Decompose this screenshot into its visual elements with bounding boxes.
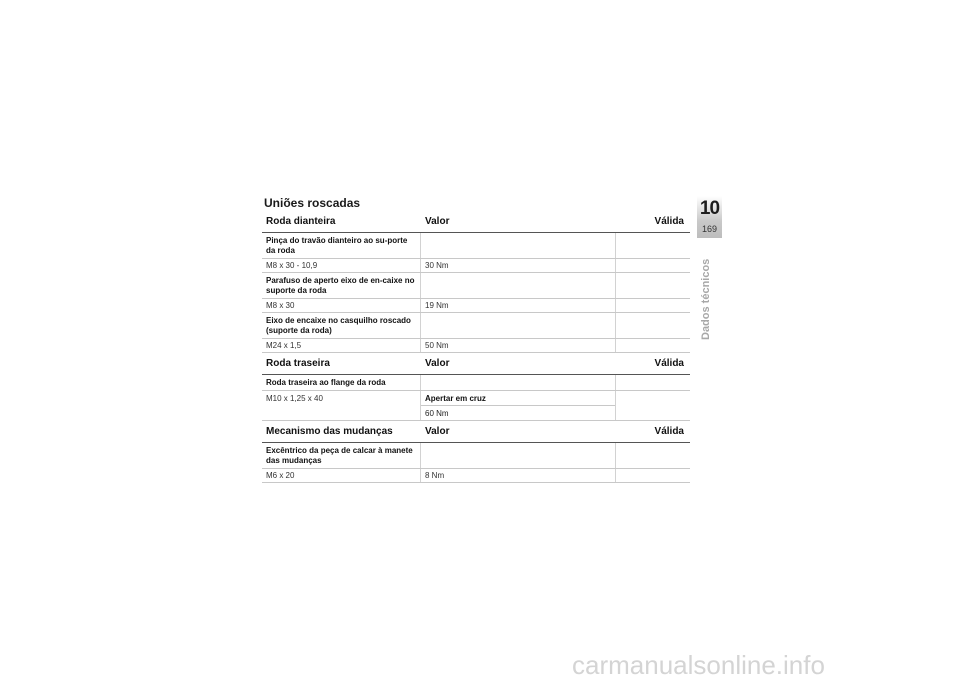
- row-empty: [616, 273, 690, 298]
- section-header-gearshift: [262, 421, 690, 443]
- row-empty: [616, 443, 690, 468]
- chapter-tab: [697, 196, 722, 238]
- row-spec: M6 x 20: [262, 469, 421, 482]
- row-spec: M8 x 30 - 10,9: [262, 259, 421, 272]
- row-spec: M24 x 1,5: [262, 339, 421, 352]
- table-row: [262, 339, 690, 353]
- row-empty: [421, 375, 616, 390]
- table-row: [262, 259, 690, 273]
- row-empty: [616, 313, 690, 338]
- table-row: [262, 391, 690, 421]
- row-empty: [616, 339, 690, 352]
- header-valid: Válida: [654, 215, 684, 227]
- header-component: Mecanismo das mudanças: [266, 425, 393, 437]
- table-row: [262, 313, 690, 339]
- row-empty: [421, 233, 616, 258]
- table-row: [262, 273, 690, 299]
- row-description: Roda traseira ao flange da roda: [262, 375, 421, 390]
- page-title: Uniões roscadas: [264, 196, 361, 210]
- row-description: Pinça do travão dianteiro ao su-porte da roda: [262, 233, 421, 258]
- torque-table: [262, 211, 690, 483]
- row-empty: [616, 391, 690, 420]
- row-empty: [616, 259, 690, 272]
- table-row: [262, 443, 690, 469]
- table-row: [262, 375, 690, 391]
- row-value-group: [421, 391, 616, 420]
- row-description: Parafuso de aperto eixo de en-caixe no suporte da roda: [262, 273, 421, 298]
- watermark: carmanualsonline.info: [572, 650, 825, 680]
- header-value: Valor: [425, 215, 450, 227]
- row-value: 50 Nm: [421, 339, 616, 352]
- row-value: 8 Nm: [421, 469, 616, 482]
- section-header-rear-wheel: [262, 353, 690, 375]
- row-description: Eixo de encaixe no casquilho roscado (suporte da roda): [262, 313, 421, 338]
- chapter-side-label: Dados técnicos: [700, 258, 712, 340]
- row-empty: [616, 469, 690, 482]
- row-value: 30 Nm: [421, 259, 616, 272]
- row-empty: [421, 313, 616, 338]
- section-header-front-wheel: [262, 211, 690, 233]
- header-component: Roda traseira: [266, 357, 330, 369]
- row-note: Apertar em cruz: [421, 391, 615, 406]
- table-row: [262, 469, 690, 483]
- row-spec: M10 x 1,25 x 40: [262, 391, 421, 420]
- row-empty: [421, 443, 616, 468]
- table-row: [262, 299, 690, 313]
- row-description: Excêntrico da peça de calcar à manete das mudanças: [262, 443, 421, 468]
- header-component: Roda dianteira: [266, 215, 336, 227]
- row-empty: [616, 299, 690, 312]
- row-empty: [421, 273, 616, 298]
- row-spec: M8 x 30: [262, 299, 421, 312]
- header-valid: Válida: [654, 425, 684, 437]
- chapter-number: 10: [699, 198, 720, 219]
- header-value: Valor: [425, 357, 450, 369]
- header-valid: Válida: [654, 357, 684, 369]
- page-number: 169: [701, 224, 718, 234]
- row-empty: [616, 375, 690, 390]
- row-value: 19 Nm: [421, 299, 616, 312]
- table-row: [262, 233, 690, 259]
- header-value: Valor: [425, 425, 450, 437]
- row-value: 60 Nm: [425, 409, 449, 418]
- row-empty: [616, 233, 690, 258]
